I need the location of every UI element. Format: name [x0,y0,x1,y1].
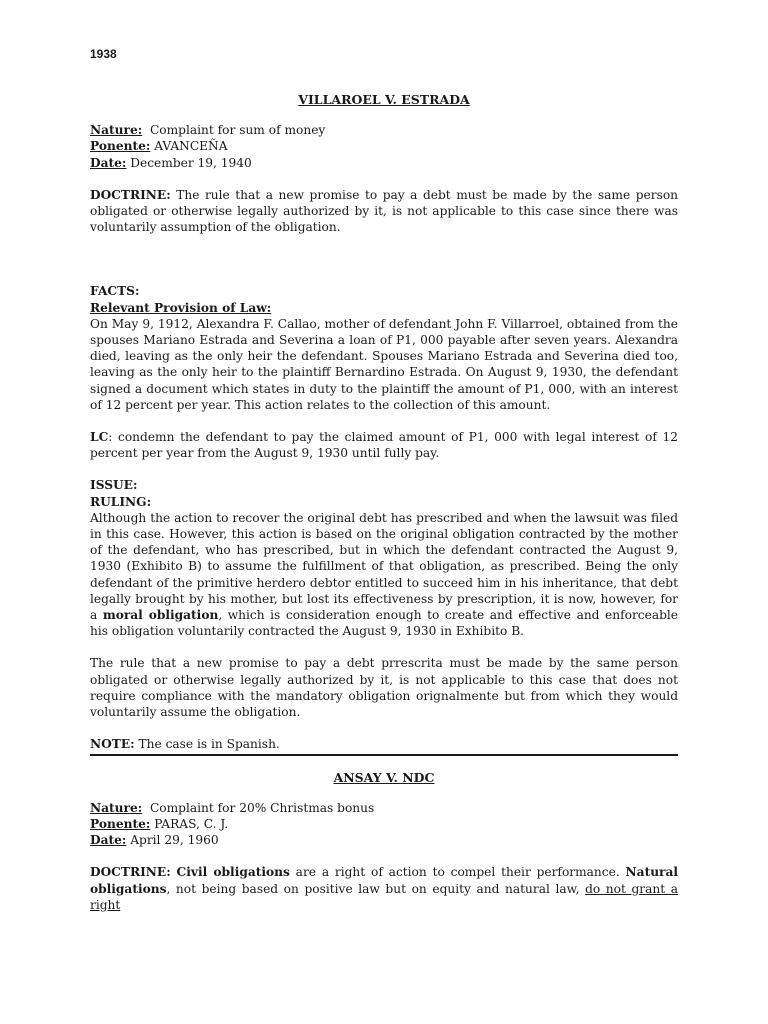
date-value: April 29, 1960 [130,833,219,848]
date-value: December 19, 1940 [130,155,252,170]
nature-line [90,800,678,816]
civil-text: are a right of action to compel their performance. [289,865,626,880]
doctrine-text: The rule that a new promise to pay a debt must be made by the same person obligated or otherwise legally authorized by it, is not applicable to this case since there was voluntarily assumption of the obligation. [90,187,679,235]
ponente-value: PARAS, C. J. [154,816,229,831]
nature-value: Complaint for 20% Christmas bonus [149,800,375,815]
ruling-paragraph [90,510,678,640]
nature-label: Nature: [90,800,143,815]
natural-text: , not being based on positive law but on equity and natural law, [166,881,586,896]
section-divider [90,754,678,756]
note-line [90,736,678,752]
lc-label: LC [90,430,109,445]
date-label: Date: [90,155,127,170]
lc-text: : condemn the defendant to pay the claimed amount of P1, 000 with legal interest of 12 percent per year from the August 9, 1930 until fully pay. [90,430,678,461]
facts-heading: FACTS: [90,284,140,299]
doctrine-label: DOCTRINE: [90,187,171,202]
ponente-line [90,138,678,154]
case-ansay [90,770,678,913]
case-villaroel [90,92,678,753]
ruling-text-a: Although the action to recover the original debt has prescribed and when the lawsuit was filed in this case. However, this action is based on the original obligation contracted by the mother of the defendant, who has prescribed, but in which the defendant contracted the August 9, 1930 (Exhibito B) to assume the fulfillment of that obligation, as prescribed. Being the only defendant of the primitive herdero debtor entitled to succeed him in his inheritance, that debt legally brought by his mother, but lost its effectiveness by prescription, it is now, however, for a [90,510,678,623]
ponente-label: Ponente: [90,139,151,154]
doctrine-label: DOCTRINE: [90,865,171,880]
ponente-label: Ponente: [90,816,151,831]
case-title: ANSAY V. NDC [333,769,435,785]
rule-paragraph: The rule that a new promise to pay a debt prrescrita must be made by the same person obligated or otherwise legally authorized by it, is not applicable to this case that does not require compliance with the mandatory obligation orignalmente but from which they would voluntarily assume the obligation. [90,656,678,720]
ruling-heading: RULING: [90,494,152,509]
natural-obligations-bold: Natural obligations [90,865,679,896]
relevant-provision-heading: Relevant Provision of Law: [90,300,272,315]
case-title: VILLAROEL V. ESTRADA [298,92,470,107]
civil-obligations-bold: Civil obligations [176,865,290,880]
underlined-text: do not grant a right [90,881,678,912]
note-text: The case is in Spanish. [138,737,280,752]
ruling-bold: moral obligation [102,608,219,623]
nature-label: Nature: [90,123,143,138]
facts-paragraph: On May 9, 1912, Alexandra F. Callao, mother of defendant John F. Villarroel, obtained from the spouses Mariano Estrada and Severina a loan of P1, 000 payable after seven years. Alexandra died, leaving as the only heir the defendant. Spouses Mariano Estrada and Severina died too, leaving as the only heir to the plaintiff Bernardino Estrada. On August 9, 1930, the defendant signed a document which states in duty to the plaintiff the amount of P1, 000, with an interest of 12 percent per year. This action relates to the collection of this amount. [90,316,678,412]
date-line [90,832,678,848]
doctrine-paragraph [90,864,678,913]
document-content [90,92,678,913]
nature-line [90,122,678,138]
page-year: 1938 [90,47,117,61]
ponente-line [90,816,678,832]
note-label: NOTE: [90,737,135,752]
date-label: Date: [90,833,127,848]
nature-value: Complaint for sum of money [149,123,326,138]
ruling-text-b: , which is consideration enough to create and effective and enforceable his obligation voluntarily contracted the August 9, 1930 in Exhibito B. [90,608,678,639]
issue-heading: ISSUE: [90,478,138,493]
date-line [90,155,678,171]
lc-paragraph [90,429,678,461]
ponente-value: AVANCEÑA [154,139,228,154]
doctrine-paragraph [90,187,678,236]
